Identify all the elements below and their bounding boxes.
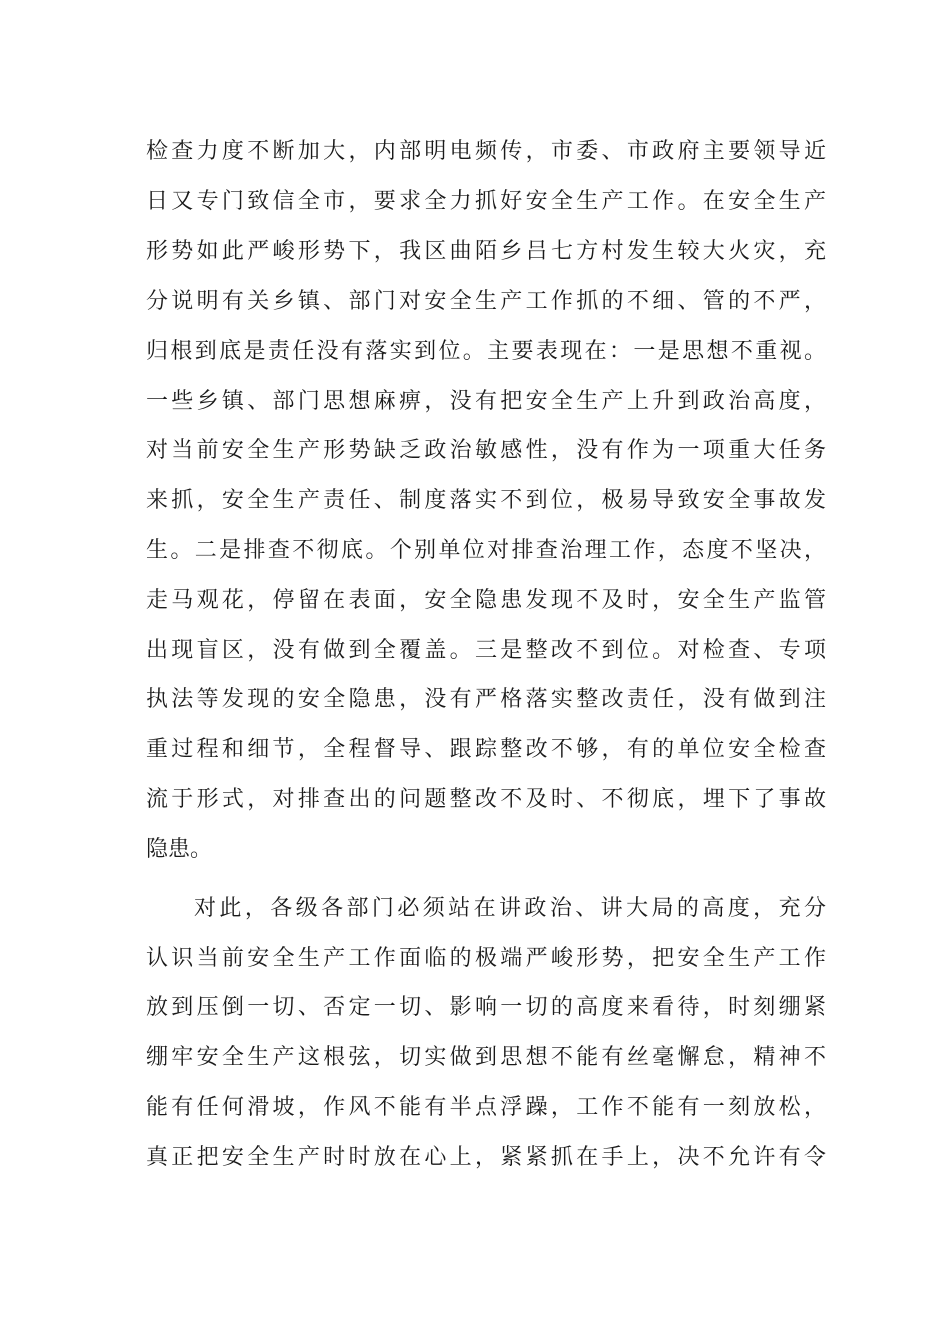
text-line: 流于形式，对排查出的问题整改不及时、不彻底，埋下了事故	[146, 787, 826, 812]
text-line: 日又专门致信全市，要求全力抓好安全生产工作。在安全生产	[146, 189, 826, 214]
text-line: 执法等发现的安全隐患，没有严格落实整改责任，没有做到注	[146, 687, 826, 712]
text-line: 一些乡镇、部门思想麻痹，没有把安全生产上升到政治高度，	[146, 389, 826, 414]
text-line: 绷牢安全生产这根弦，切实做到思想不能有丝毫懈怠，精神不	[146, 1045, 826, 1070]
text-line: 隐患。	[146, 837, 213, 862]
text-line: 分说明有关乡镇、部门对安全生产工作抓的不细、管的不严，	[146, 289, 826, 314]
text-line: 认识当前安全生产工作面临的极端严峻形势，把安全生产工作	[146, 946, 826, 971]
text-line: 生。二是排查不彻底。个别单位对排查治理工作，态度不坚决，	[146, 538, 826, 563]
text-line: 归根到底是责任没有落实到位。主要表现在：一是思想不重视。	[146, 339, 826, 364]
text-line: 来抓，安全生产责任、制度落实不到位，极易导致安全事故发	[146, 488, 826, 513]
text-line: 重过程和细节，全程督导、跟踪整改不够，有的单位安全检查	[146, 737, 826, 762]
text-line: 真正把安全生产时时放在心上，紧紧抓在手上，决不允许有令	[146, 1145, 826, 1170]
text-line: 出现盲区，没有做到全覆盖。三是整改不到位。对检查、专项	[146, 638, 826, 663]
text-line: 放到压倒一切、否定一切、影响一切的高度来看待，时刻绷紧	[146, 995, 826, 1020]
text-line: 形势如此严峻形势下，我区曲陌乡吕七方村发生较大火灾，充	[146, 239, 826, 264]
text-line: 能有任何滑坡，作风不能有半点浮躁，工作不能有一刻放松，	[146, 1095, 826, 1120]
text-line: 走马观花，停留在表面，安全隐患发现不及时，安全生产监管	[146, 588, 826, 613]
text-line: 对当前安全生产形势缺乏政治敏感性，没有作为一项重大任务	[146, 438, 826, 463]
text-line: 对此，各级各部门必须站在讲政治、讲大局的高度，充分	[194, 896, 826, 921]
text-line: 检查力度不断加大，内部明电频传，市委、市政府主要领导近	[146, 139, 826, 164]
